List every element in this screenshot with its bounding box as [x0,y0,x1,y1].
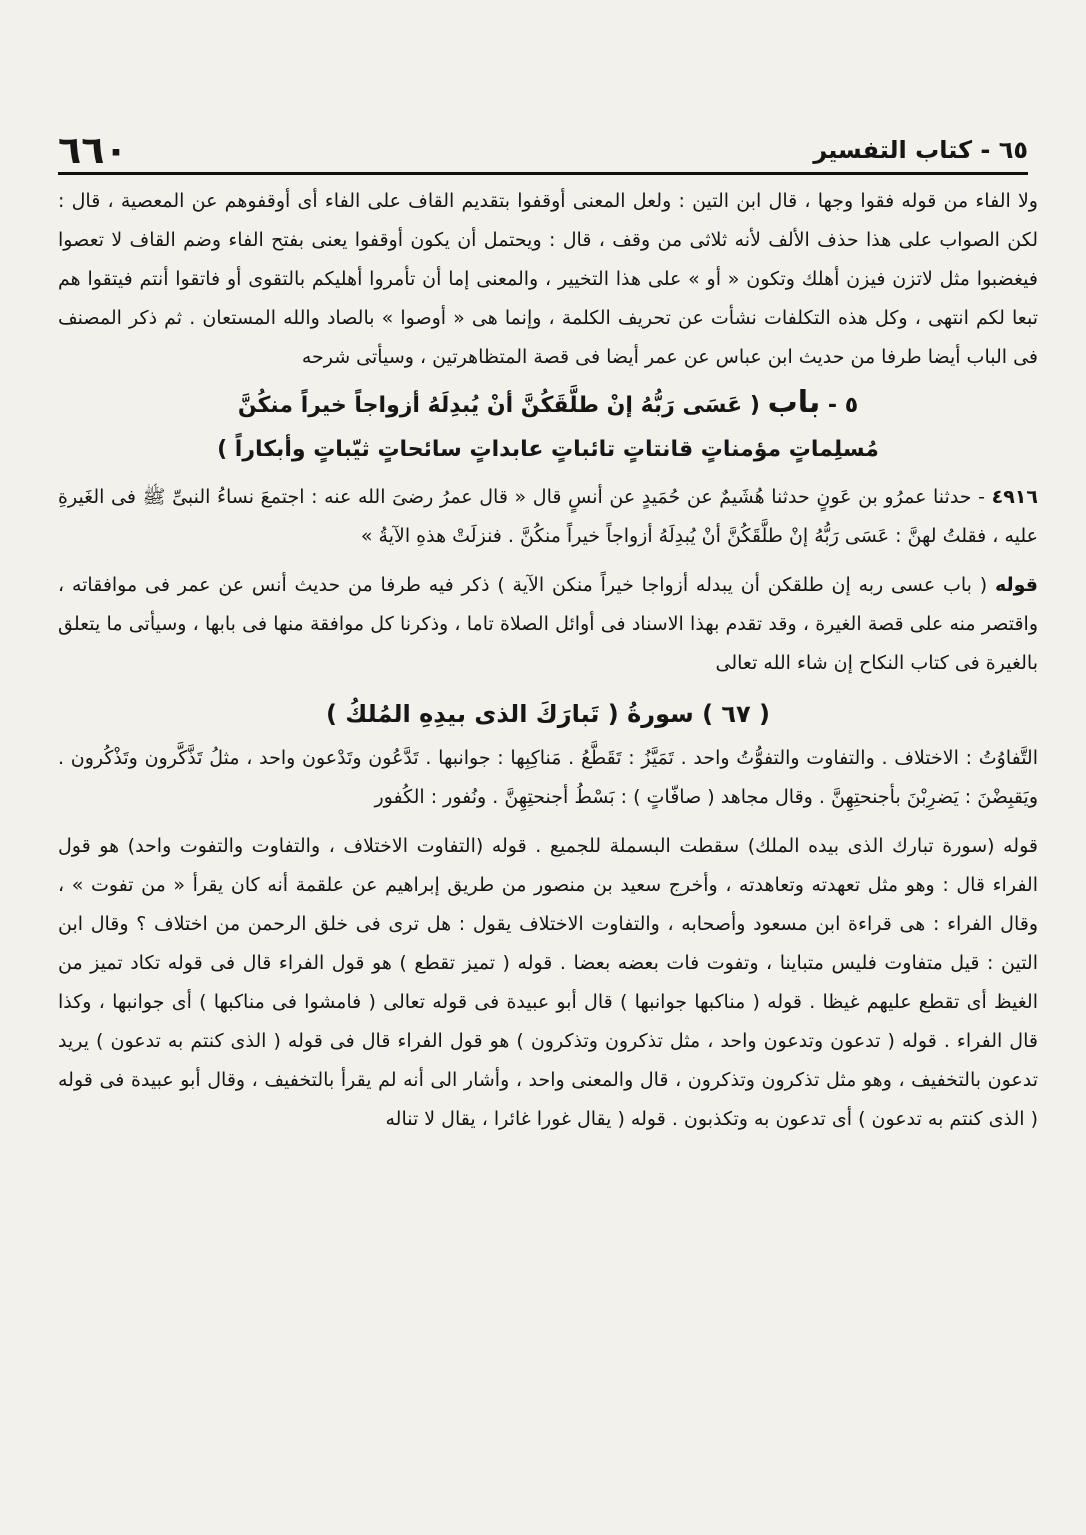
chapter-heading [58,381,1038,472]
chapter-word: باب [767,385,821,420]
commentary-lead: قوله [994,574,1038,596]
hadith-text: - حدثنا عمرُو بن عَونٍ حدثنا هُشَيمٌ عن حُمَيدٍ عن أنسٍ قال « قال عمرُ رضىَ الله عنه : اجتمعَ نساءُ النبىِّ ﷺ فى الغَيرةِ عليه ، فقلتُ لهنَّ : عَسَى رَبُّهُ إنْ طلَّقَكُنَّ أنْ يُبدِلَهُ أزواجاً خيراً منكُنَّ . فنزلَتْ هذهِ الآيةُ » [58,486,1038,547]
sura-heading: ( ٦٧ ) سورةُ ( تَبارَكَ الذى بيدِهِ المُلكُ ) [325,700,771,728]
commentary-paragraph-2 [58,566,1038,683]
chapter-number: ٥ - [827,393,859,418]
page-body [58,182,1038,1139]
page-number: ٦٦٠ [58,128,128,172]
page-header [58,128,1028,175]
section-title: ٦٥ - كتاب التفسير [813,136,1028,164]
hadith-number: ٤٩١٦ [991,486,1038,508]
commentary-paragraph-1: ولا الفاء من قوله فقوا وجها ، قال ابن التين : ولعل المعنى أوقفوا بتقديم القاف على الفاء أى أوقفوهم عن المعصية ، قال : لكن الصواب على هذا حذف الألف لأنه ثلاثى من وقف ، قال : ويحتمل أن يكون أوقفوا يعنى بفتح الفاء وضم القاف لا تعصوا فيغضبوا مثل لاتزن فيزن أهلك وتكون « أو » على هذا التخيير ، والمعنى إما أن تأمروا أهليكم بالتقوى أو فاتقوا أنتم فيتقوا هم تبعا لكم انتهى ، وكل هذه التكلفات نشأت عن تحريف الكلمة ، وإنما هى « أوصوا » بالصاد والله المستعان . ثم ذكر المصنف فى الباب أيضا طرفا من حديث ابن عباس عن عمر أيضا فى قصة المتظاهرتين ، وسيأتى شرحه [58,190,1038,368]
chapter-heading-line-1: ( عَسَى رَبُّهُ إنْ طلَّقَكُنَّ أنْ يُبدِلَهُ أزواجاً خيراً منكُنَّ [237,393,760,418]
sura-glossary: التَّفاوُتُ : الاختلاف . والتفاوت والتفوُّتُ واحد . تَمَيَّزُ : تَقَطَّعُ . مَناكِبِها : جوانبها . تَدَّعُون وتَدْعون واحد ، مثلُ تَذَّكَّرون وتَذْكُرون . ويَقبِضْنَ : يَضرِبْنَ بأجنحتِهِنَّ . وقال مجاهد ( صافّاتٍ ) : بَسْطُ أجنحتِهِنَّ . ونُفور : الكُفور [58,747,1038,808]
hadith-block [58,478,1038,556]
commentary-text: ( باب عسى ربه إن طلقكن أن يبدله أزواجا خيراً منكن الآية ) ذكر فيه طرفا من حديث أنس عن عمر فى موافقاته ، واقتصر منه على قصة الغيرة ، وقد تقدم بهذا الاسناد فى أوائل الصلاة تاما ، وذكرنا كل موافقة منها فى بابها ، وسيأتى ما يتعلق بالغيرة فى كتاب النكاح إن شاء الله تعالى [58,574,1038,674]
commentary-paragraph-3: قوله (سورة تبارك الذى بيده الملك) سقطت البسملة للجميع . قوله (التفاوت الاختلاف ، والتفاوت والتفوت واحد) هو قول الفراء قال : وهو مثل تعهدته وتعاهدته ، وأخرج سعيد بن منصور من طريق إبراهيم عن علقمة أنه كان يقرأ « من تفوت » ، وقال الفراء : هى قراءة ابن مسعود وأصحابه ، والتفاوت الاختلاف يقول : هل ترى فى خلق الرحمن من اختلاف ؟ وقال ابن التين : قيل متفاوت فليس متباينا ، وتفوت فات بعضه بعضا . قوله ( تميز تقطع ) هو قول الفراء قال فى قوله تكاد تميز من الغيظ أى تقطع عليهم غيظا . قوله ( مناكبها جوانبها ) قال أبو عبيدة فى قوله تعالى ( فامشوا فى مناكبها ) أى جوانبها ، وكذا قال الفراء . قوله ( تدعون وتدعون واحد ، مثل تذكرون وتذكرون ) هو قول الفراء قال فى قوله ( الذى كنتم به تدعون ) يريد تدعون بالتخفيف ، وهو مثل تذكرون وتذكرون ، قال والمعنى واحد ، وأشار الى أنه لم يقرأ بالتخفيف ، وقال أبو عبيدة فى قوله ( الذى كنتم به تدعون ) أى تدعون به وتكذبون . قوله ( يقال غورا غائرا ، يقال لا تناله [58,835,1038,1130]
chapter-heading-line-2: مُسلِماتٍ مؤمناتٍ قانتاتٍ تائباتٍ عابداتٍ سائحاتٍ ثيّباتٍ وأبكاراً ) [217,437,879,462]
